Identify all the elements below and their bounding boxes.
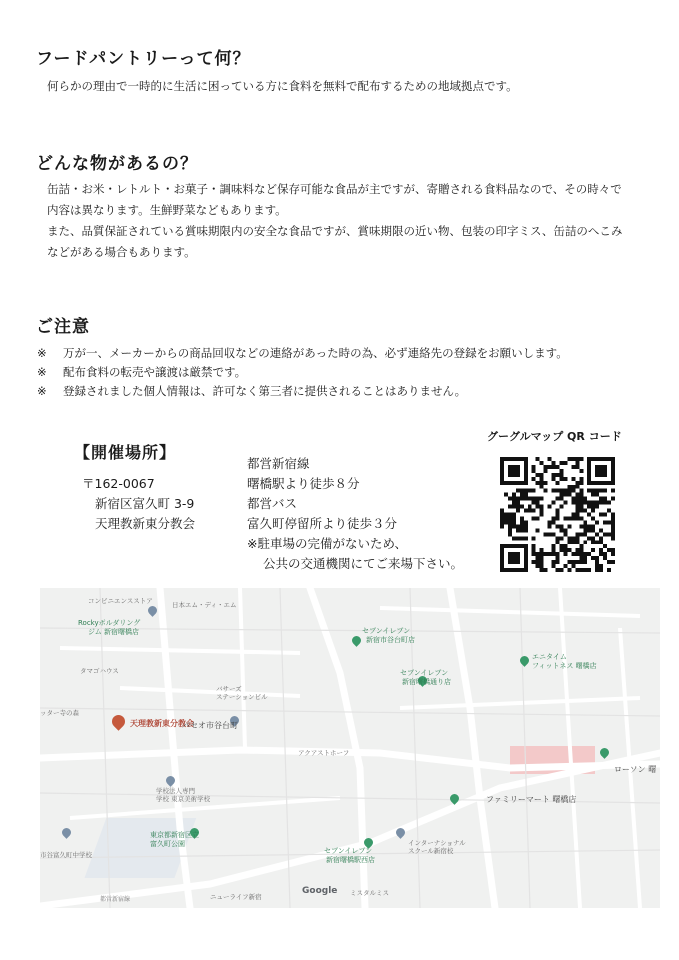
map-label: バサーズ	[216, 685, 242, 693]
map-label: 新宿市谷台町店	[366, 636, 415, 644]
access-line: 都営新宿線	[247, 456, 310, 471]
map-label: タマゴハウス	[80, 667, 119, 675]
notice-item	[37, 344, 657, 363]
body-line: などがある場合もあります。	[47, 245, 196, 259]
section-title-notice: ご注意	[36, 317, 90, 337]
qr-label: グーグルマップ QR コード	[487, 430, 622, 443]
map-label: ッター寺の森	[40, 709, 79, 717]
map-label: エニタイム	[532, 653, 567, 661]
map-label: 日本エム・ディ・エム	[172, 601, 237, 609]
map-label: 学校法人専門	[156, 787, 195, 795]
google-logo: Google	[302, 886, 338, 896]
notice-text: 万が一、メーカーからの商品回収などの連絡があった時の為、必ず連絡先の登録をお願いします。	[63, 346, 568, 360]
access-line: ※駐車場の完備がないため、	[247, 536, 407, 551]
body-line: 何らかの理由で一時的に生活に困っている方に食料を無料で配布するための地域拠点です。	[47, 79, 518, 93]
map-label: スクール新宿校	[408, 847, 454, 855]
asterisk-mark: ※	[37, 384, 47, 398]
section-title-items: どんな物があるの？	[36, 154, 198, 174]
asterisk-mark: ※	[37, 346, 47, 360]
map-label: 新宿曙橋通り店	[402, 678, 451, 686]
map-label: アクアストホーフ	[298, 749, 350, 757]
map-label: パセオ市谷台町	[182, 721, 238, 730]
access-line: 曙橋駅より徒歩８分	[247, 476, 360, 491]
map-label: 富久町公園	[150, 840, 185, 848]
access-line: 富久町停留所より徒歩３分	[247, 516, 398, 531]
notice-item	[37, 382, 657, 401]
map-label: ニューライフ新宿	[210, 893, 262, 901]
map-label: 東京都新宿区立	[150, 831, 199, 839]
map-label: 市谷富久町中学校	[40, 851, 92, 859]
map-label: インターナショナル	[408, 839, 466, 847]
map-label: ステーションビル	[216, 693, 268, 701]
map-label: ローソン 曙	[614, 765, 657, 774]
map-label: ミスタルミス	[350, 889, 389, 897]
map-label: 新宿曙橋駅西店	[326, 856, 375, 864]
access-line: 都営バス	[247, 496, 298, 511]
section-body-what	[47, 76, 657, 97]
venue-pin-label: 天理教新東分教会	[130, 719, 194, 728]
area-map[interactable]	[40, 588, 660, 908]
notice-text: 配布食料の転売や譲渡は厳禁です。	[63, 365, 247, 379]
venue-address: 新宿区富久町 3-9	[95, 496, 195, 511]
map-label: セブンイレブン	[362, 627, 411, 635]
notice-text: 登録されました個人情報は、許可なく第三者に提供されることはありません。	[63, 384, 467, 398]
map-label: セブンイレブン	[324, 847, 373, 855]
qr-code-image[interactable]	[500, 457, 615, 572]
map-label: 都営新宿線	[100, 896, 131, 903]
access-line: 公共の交通機関にてご来場下さい。	[263, 556, 464, 571]
body-line: また、品質保証されている賞味期限内の安全な食品ですが、賞味期限の近い物、包装の印字ミス、缶詰のへこみ	[47, 224, 623, 238]
map-label: フィットネス 曙橋店	[532, 662, 597, 670]
map-label: 学校 東京美術学校	[156, 795, 211, 803]
map-label: ジム 新宿曙橋店	[88, 628, 139, 636]
venue-name: 天理教新東分教会	[95, 516, 196, 531]
map-label: Rockyボルダリング	[78, 619, 141, 627]
venue-address-block	[82, 474, 195, 534]
access-info	[247, 454, 463, 574]
map-label: セブンイレブン	[400, 669, 449, 677]
venue-heading: 【開催場所】	[74, 443, 177, 462]
asterisk-mark: ※	[37, 365, 47, 379]
body-line: 缶詰・お米・レトルト・お菓子・調味料など保存可能な食品が主ですが、寄贈される食料品なので、その時々で	[47, 182, 622, 196]
map-label: ファミリーマート 曙橋店	[486, 795, 577, 804]
body-line: 内容は異なります。生鮮野菜などもあります。	[47, 203, 287, 217]
section-body-items	[47, 179, 657, 263]
map-label: コンビニエンスストア	[88, 597, 153, 605]
notice-item	[37, 363, 657, 382]
section-title-what: フードパントリーって何？	[36, 49, 251, 69]
notice-list	[37, 344, 657, 401]
venue-postal: 〒162-0067	[82, 476, 155, 491]
